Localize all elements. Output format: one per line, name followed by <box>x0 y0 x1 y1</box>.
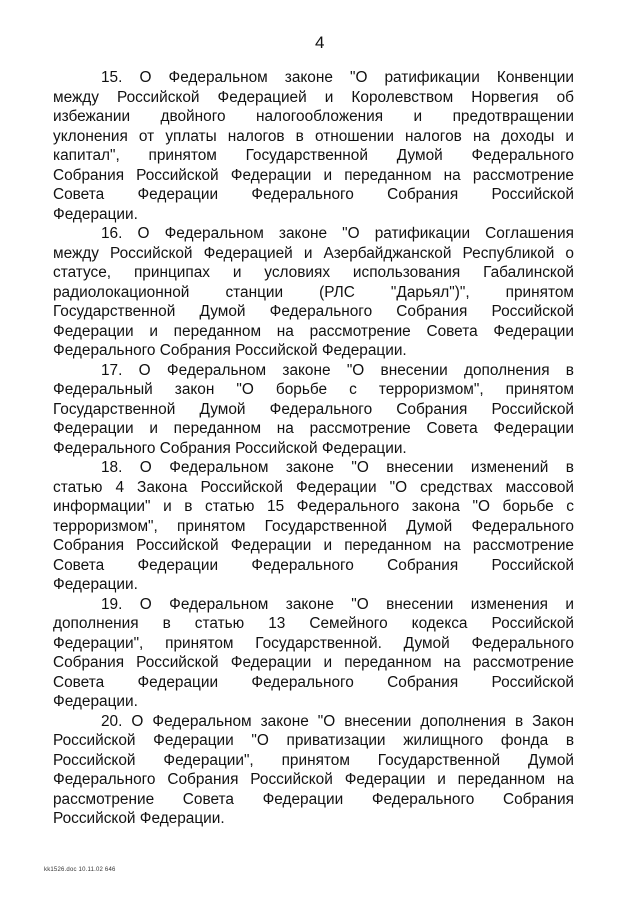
text-line: капитал", принятом Государственной Думой Федерального <box>53 147 574 164</box>
document-body <box>53 68 574 829</box>
text-line: Федерального Собрания Российской Федерации. <box>53 439 407 457</box>
text-line: Федерации. <box>53 205 138 223</box>
text-line: Государственной Думой Федерального Собрания Российской <box>53 303 574 320</box>
agenda-item-19 <box>53 595 574 712</box>
text-line: уклонения от уплаты налогов в отношении налогов на доходы и <box>53 127 574 145</box>
text-line: Федерального Собрания Российской Федерации. <box>53 342 407 359</box>
text-line: рассмотрение Совета Федерации Федерального Собрания <box>53 790 574 808</box>
footer-file-reference: kk1526.doc 10.11.02 646 <box>44 867 116 873</box>
text-line: информации" и в статью 15 Федерального закона "О борьбе с <box>53 498 574 515</box>
text-line: Федерации. <box>53 576 138 593</box>
agenda-item-17 <box>53 361 574 459</box>
text-line: Собрания Российской Федерации и переданном на рассмотрение <box>53 537 574 554</box>
text-line: 20. О Федеральном законе "О внесении дополнения в Закон <box>101 712 574 730</box>
text-line: Совета Федерации Федерального Собрания Российской <box>53 556 574 574</box>
text-line: Собрания Российской Федерации и переданном на рассмотрение <box>53 166 574 184</box>
text-line: Совета Федерации Федерального Собрания Российской <box>53 186 574 203</box>
page-number: 4 <box>315 33 325 52</box>
agenda-item-18 <box>53 458 574 595</box>
agenda-item-20 <box>53 712 574 829</box>
text-line: статью 4 Закона Российской Федерации "О средствах массовой <box>53 478 574 496</box>
text-line: избежании двойного налогообложения и предотвращении <box>53 108 574 125</box>
text-line: 17. О Федеральном законе "О внесении дополнения в <box>101 361 574 379</box>
text-line: между Российской Федерацией и Королевством Норвегия об <box>53 88 574 106</box>
text-line: терроризмом", принятом Государственной Думой Федерального <box>53 517 574 535</box>
text-line: Российской Федерации. <box>53 810 225 827</box>
text-line: Федерации и переданном на рассмотрение Совета Федерации <box>53 322 574 340</box>
text-line: Российской Федерации "О приватизации жилищного фонда в <box>53 732 574 749</box>
text-line: дополнения в статью 13 Семейного кодекса Российской <box>53 615 574 632</box>
text-line: между Российской Федерацией и Азербайджанской Республикой о <box>53 244 574 262</box>
text-line: 15. О Федеральном законе "О ратификации Конвенции <box>101 69 574 86</box>
text-line: Государственной Думой Федерального Собрания Российской <box>53 400 574 418</box>
text-line: 19. О Федеральном законе "О внесении изменения и <box>101 595 574 613</box>
text-line: Федерации и переданном на рассмотрение Совета Федерации <box>53 420 574 437</box>
text-line: Совета Федерации Федерального Собрания Российской <box>53 673 574 691</box>
text-line: Федерации", принятом Государственной. Думой Федерального <box>53 634 574 652</box>
text-line: 16. О Федеральном законе "О ратификации Соглашения <box>101 225 574 242</box>
text-line: Российской Федерации", принятом Государственной Думой <box>53 751 574 769</box>
text-line: статусе, принципах и условиях использования Габалинской <box>53 264 574 281</box>
agenda-item-15 <box>53 68 574 224</box>
text-line: Собрания Российской Федерации и переданном на рассмотрение <box>53 654 574 671</box>
agenda-item-16 <box>53 224 574 361</box>
text-line: Федерального Собрания Российской Федерации и переданном на <box>53 771 574 788</box>
text-line: радиолокационной станции (РЛС "Дарьял")", принятом <box>53 283 574 301</box>
text-line: Федерации. <box>53 693 138 710</box>
text-line: 18. О Федеральном законе "О внесении изменений в <box>101 459 574 476</box>
text-line: Федеральный закон "О борьбе с терроризмом", принятом <box>53 381 574 398</box>
